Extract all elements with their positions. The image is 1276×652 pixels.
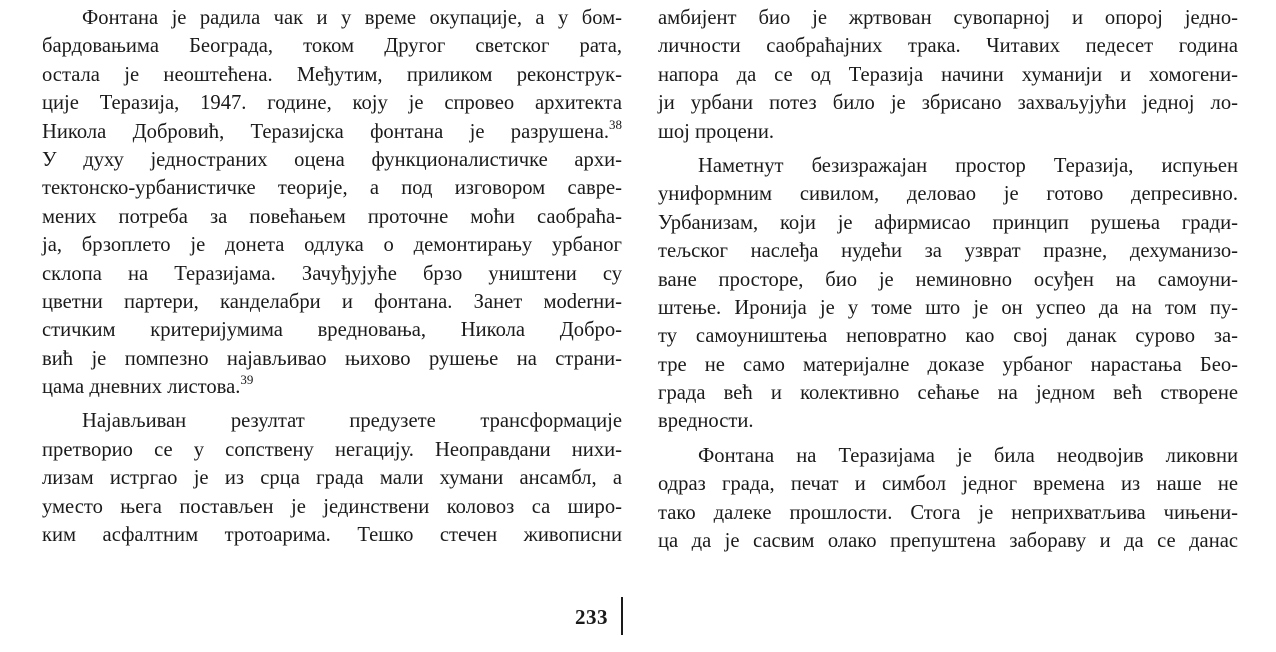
text-line: ким асфалтним тротоарима. Тешко стечен живописни [42,524,622,547]
paragraph [658,442,1238,556]
text-line: амбијент био је жртвован сувопарној и опорој једно- [658,7,1238,29]
text-line: ције Теразија, 1947. године, коју је спровео архитекта [42,92,622,115]
text-fragment: Никола Добровић, Теразијска фонтана је разрушена. [42,120,609,143]
text-line: У духу једностраних оцена функционалистичке архи- [42,148,622,171]
text-line: вредности. [658,410,754,433]
text-line: ји урбани потез било је збрисано захваљујући једној ло- [658,92,1238,115]
paragraph [658,152,1238,436]
text-line: Наметнут безизражајан простор Теразија, испуњен [698,154,1238,177]
paragraph [42,407,622,549]
text-line [42,373,622,401]
text-line: склопа на Теразијама. Зачуђујуће брзо уништени су [42,262,622,285]
text-line: лизам истргао је из срца града мали хумани ансамбл, а [42,467,622,490]
text-line [42,118,622,146]
text-line: униформним сивилом, деловао је готово депресивно. [658,183,1238,206]
text-line: ја, брзоплето је донета одлука о демонтирању урбаног [42,234,622,257]
footnote-marker: 38 [609,116,622,132]
text-line: мених потреба за повећањем проточне моћи саобраћа- [42,205,622,228]
left-text-column [42,4,622,549]
text-line: вић је помпезно најављивао њихово рушење на страни- [42,347,622,370]
text-line: Урбанизам, који је афирмисао принцип рушења гради- [658,211,1238,234]
text-line: Фонтана је радила чак и у време окупације, а у бом- [82,7,622,29]
text-line: тељског наслеђа нудећи за узврат празне, дехуманизо- [658,240,1238,263]
right-text-column [658,4,1238,555]
text-line: тако далеке прошлости. Стога је неприхватљива чињени- [658,501,1238,524]
text-line: ца да је сасвим олако препуштена забораву и да се данас [658,530,1238,553]
paragraph [658,4,1238,146]
text-line: одраз града, печат и симбол једног времена из наше не [658,473,1238,496]
page-number-rule [621,597,623,635]
text-line: цветни партери, канделабри и фонтана. Занет моderни- [42,290,622,313]
text-line: ту самоуништења неповратно као свој данак сурово за- [658,325,1238,348]
text-line: штење. Иронија је у томе што је он успео да на том пу- [658,296,1238,319]
text-line: остала је неоштећена. Међутим, приликом реконструк- [42,63,622,86]
text-line: тектонско-урбанистичке теорије, а под изговором савре- [42,177,622,200]
page-number: 233 [575,605,608,629]
text-line: личности саобраћајних трака. Читавих педесет година [658,35,1238,58]
text-fragment: цама дневних листова. [42,376,241,399]
text-line: града већ и колективно сећање на једном већ створене [658,382,1238,405]
paragraph [42,4,622,401]
text-line: шој процени. [658,120,774,143]
text-line: бардовањима Београда, током Другог светског рата, [42,35,622,58]
text-line: тре не само материјалне доказе урбаног нарастања Бео- [658,353,1238,376]
text-line: уместо њега постављен је јединствени коловоз са широ- [42,495,622,518]
text-line: Фонтана на Теразијама је била неодвојив ликовни [698,444,1238,467]
text-line: Најављиван резултат предузете трансформације [82,410,622,433]
text-line: ване просторе, био је неминовно осуђен на самоуни- [658,268,1238,291]
footnote-marker: 39 [240,372,254,388]
text-line: претворио се у сопствену негацију. Неоправдани нихи- [42,438,622,461]
text-line: напора да се од Теразија начини хуманији и хомогени- [658,63,1238,86]
text-line: стичким критеријумима вредновања, Никола Добро- [42,319,622,342]
